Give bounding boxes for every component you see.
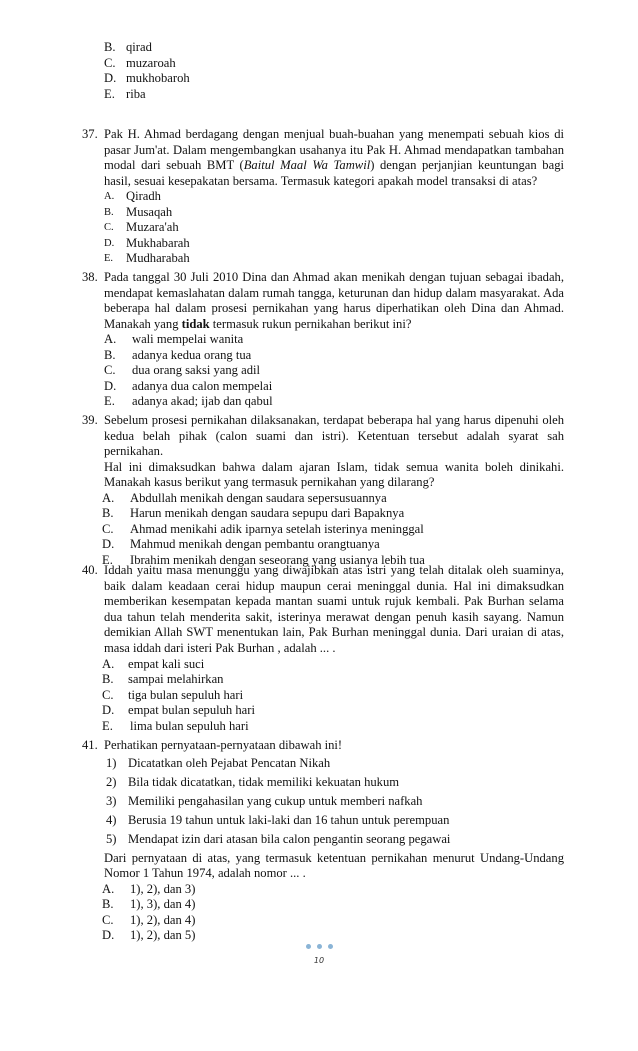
option-text: Mukhabarah (126, 235, 190, 250)
option-row (82, 332, 564, 348)
statement-label: 4) (106, 812, 117, 827)
option-text: Muzara'ah (126, 220, 179, 235)
option-label: C. (104, 222, 114, 234)
dot-icon (317, 944, 322, 949)
question-line: Manakah kasus berikut yang termasuk pernikahan yang dilarang? (104, 475, 435, 490)
option-text: adanya dua calon mempelai (132, 378, 273, 393)
question-line: Dari pernyataan di atas, yang termasuk ketentuan pernikahan menurut Undang-Undang (104, 850, 564, 865)
option-label: A. (104, 332, 117, 347)
question-line: pasar Jum'at. Dalam mengembangkan usahanya itu Pak H. Ahmad mendapatkan tambahan (104, 142, 564, 157)
option-text: tiga bulan sepuluh hari (128, 687, 244, 702)
option-row (82, 928, 564, 944)
option-row (82, 363, 564, 379)
option-label: C. (104, 363, 116, 378)
option-row (82, 719, 564, 735)
option-label: C. (104, 55, 116, 70)
statement-row (82, 773, 564, 792)
statement-row (82, 830, 564, 849)
question-number: 41. (82, 738, 98, 752)
option-label: B. (104, 347, 116, 362)
option-row (82, 394, 564, 410)
text-span: ) dengan perjanjian keuntungan bagi (370, 158, 564, 173)
option-label: A. (104, 191, 115, 203)
dot-icon (328, 944, 333, 949)
page-number: 10 (313, 956, 325, 965)
option-text: adanya kedua orang tua (132, 347, 252, 362)
option-text: qirad (126, 40, 152, 54)
question-number: 40. (82, 563, 98, 577)
statement-text: Dicatatkan oleh Pejabat Pencatan Nikah (128, 755, 331, 770)
option-text: Abdullah menikah dengan saudara sepersusuannya (130, 490, 387, 505)
option-row (82, 913, 564, 929)
statement-row (82, 792, 564, 811)
option-label: B. (102, 672, 114, 687)
previous-question-options (82, 40, 564, 102)
option-text: lima bulan sepuluh hari (130, 718, 249, 733)
option-text: mukhobaroh (126, 71, 190, 86)
option-row (82, 537, 564, 553)
question-37 (82, 127, 564, 267)
option-text: riba (126, 86, 146, 101)
option-label: A. (102, 490, 115, 505)
question-line: Iddah yaitu masa menunggu yang diwajibkan atas istri yang telah ditalak oleh suaminya, (104, 563, 564, 577)
option-label: D. (102, 703, 115, 718)
option-label: E. (102, 552, 113, 567)
option-text: sampai melahirkan (128, 672, 224, 687)
question-text (104, 563, 564, 657)
option-row (82, 87, 564, 103)
option-label: D. (104, 237, 115, 249)
option-text: empat kali suci (128, 656, 205, 671)
option-row (82, 40, 564, 56)
question-line: Hal ini dimaksudkan bahwa dalam ajaran Islam, tidak semua wanita boleh dinikahi. (104, 459, 564, 474)
option-text: 1), 2), dan 3) (130, 881, 196, 896)
question-line: demikian Allah SWT menentukan lain, Pak Burhan meninggal dunia. Dari uraian di atas, (104, 625, 564, 640)
option-row (82, 491, 564, 507)
option-text: 1), 2), dan 4) (130, 912, 196, 927)
option-row (82, 220, 564, 236)
option-label: E. (104, 86, 115, 101)
question-line: mendapat kemaslahatan dalam rumah tangga, keturunan dan hidup dalam masyarakat. Ada (104, 285, 564, 300)
question-intro: Perhatikan pernyataan-pernyataan dibawah ini! (104, 738, 343, 752)
option-row (82, 657, 564, 673)
option-text: dua orang saksi yang adil (132, 363, 261, 378)
option-row (82, 348, 564, 364)
option-row (82, 71, 564, 87)
question-line: Sebelum prosesi pernikahan dilaksanakan, terdapat beberapa hal yang harus dipenuhi oleh (104, 413, 564, 427)
option-label: E. (104, 253, 114, 265)
statement-label: 3) (106, 793, 117, 808)
question-text (104, 270, 564, 332)
question-text (104, 413, 564, 491)
statement-row (82, 811, 564, 830)
option-text: muzaroah (126, 55, 176, 70)
statement-text: Berusia 19 tahun untuk laki-laki dan 16 tahun untuk perempuan (128, 812, 450, 827)
option-row (82, 522, 564, 538)
option-label: B. (102, 897, 114, 912)
dot-icon (306, 944, 311, 949)
option-label: C. (102, 521, 114, 536)
question-number: 38. (82, 270, 98, 284)
option-row (82, 688, 564, 704)
option-label: D. (102, 928, 115, 943)
statement-label: 2) (106, 774, 117, 789)
question-line: beberapa hal dalam prosesi pernikahan yang harus diperhatikan oleh Dina dan Ahmad. (104, 301, 564, 316)
option-text: empat bulan sepuluh hari (128, 703, 255, 718)
option-row (82, 251, 564, 267)
option-label: D. (104, 71, 117, 86)
question-text (104, 851, 564, 882)
option-row (82, 379, 564, 395)
option-row (82, 672, 564, 688)
statement-text: Mendapat izin dari atasan bila calon pengantin seorang pegawai (128, 831, 451, 846)
question-line: Pada tanggal 30 Juli 2010 Dina dan Ahmad akan menikah dengan tujuan sebagai ibadah, (104, 270, 564, 284)
statement-label: 5) (106, 831, 117, 846)
question-line: Pak H. Ahmad berdagang dengan menjual buah-buahan yang menempati sebuah kios di (104, 127, 564, 141)
question-38 (82, 270, 564, 410)
option-text: Ahmad menikahi adik iparnya setelah isterinya meninggal (130, 521, 424, 536)
option-label: B. (102, 506, 114, 521)
question-line: Nomor 1 Tahun 1974, adalah nomor ... . (104, 866, 306, 881)
option-text: Mudharabah (126, 251, 190, 266)
question-line: hasil, sesuai kesepakatan bersama. Termasuk kategori apakah model transaksi di atas? (104, 173, 538, 188)
option-row (82, 882, 564, 898)
statement-label: 1) (106, 755, 117, 770)
emphasis-word: tidak (181, 316, 210, 331)
option-label: A. (102, 881, 115, 896)
statement-text: Bila tidak dicatatkan, tidak memiliki kekuatan hukum (128, 774, 400, 789)
option-row (82, 703, 564, 719)
option-label: C. (102, 912, 114, 927)
option-label: D. (102, 537, 115, 552)
question-line: kedua belah pihak (calon suami dan istri). Ketentuan tersebut adalah syarat sah pernikahan. (104, 428, 564, 459)
option-text: wali mempelai wanita (132, 332, 244, 347)
option-text: adanya akad; ijab dan qabul (132, 394, 273, 409)
option-text: Mahmud menikah dengan pembantu orangtuanya (130, 537, 380, 552)
question-line: dua tahun telah menderita sakit, isterinya merawat dengan penuh kasih sayang. Namun (104, 609, 564, 624)
question-line: masa iddah dari isteri Pak Burhan , adalah ... . (104, 640, 336, 655)
statement-row (82, 754, 564, 773)
question-number: 37. (82, 127, 98, 141)
option-label: C. (102, 687, 114, 702)
question-number: 39. (82, 413, 98, 427)
option-row (82, 189, 564, 205)
option-label: D. (104, 378, 117, 393)
italic-term: Baitul Maal Wa Tamwil (243, 158, 371, 173)
option-label: A. (102, 656, 115, 671)
option-row (82, 897, 564, 913)
option-label: E. (102, 718, 113, 733)
option-label: E. (104, 394, 115, 409)
text-span: termasuk rukun pernikahan berikut ini? (209, 316, 412, 331)
question-40 (82, 563, 564, 734)
text-span: modal dari sebuah BMT ( (104, 158, 244, 173)
option-row (82, 236, 564, 252)
option-text: Musaqah (126, 204, 173, 219)
option-row (82, 506, 564, 522)
option-text: Ibrahim menikah dengan seseorang yang usianya lebih tua (130, 552, 425, 567)
question-text (104, 127, 564, 189)
option-text: Qiradh (126, 189, 161, 204)
text-span: Manakah yang (104, 316, 182, 331)
question-line: baik dalam keadaan cerai hidup maupun cerai meninggal dunia. Hal ini dimaksudkan (104, 578, 564, 593)
option-row (82, 205, 564, 221)
question-line: memberikan kesempatan kepada mantan suami untuk rujuk kembali. Pak Burhan selama (104, 594, 564, 609)
footer-dots-ornament (306, 944, 333, 949)
question-line (104, 158, 564, 174)
question-39 (82, 413, 564, 568)
statement-text: Memiliki pengahasilan yang cukup untuk memberi nafkah (128, 793, 423, 808)
option-text: 1), 3), dan 4) (130, 897, 196, 912)
option-text: 1), 2), dan 5) (130, 928, 196, 943)
option-row (82, 56, 564, 72)
option-label: B. (104, 40, 116, 54)
question-41 (82, 738, 564, 944)
option-text: Harun menikah dengan saudara sepupu dari Bapaknya (130, 506, 405, 521)
option-label: B. (104, 206, 114, 218)
question-line (104, 317, 564, 333)
